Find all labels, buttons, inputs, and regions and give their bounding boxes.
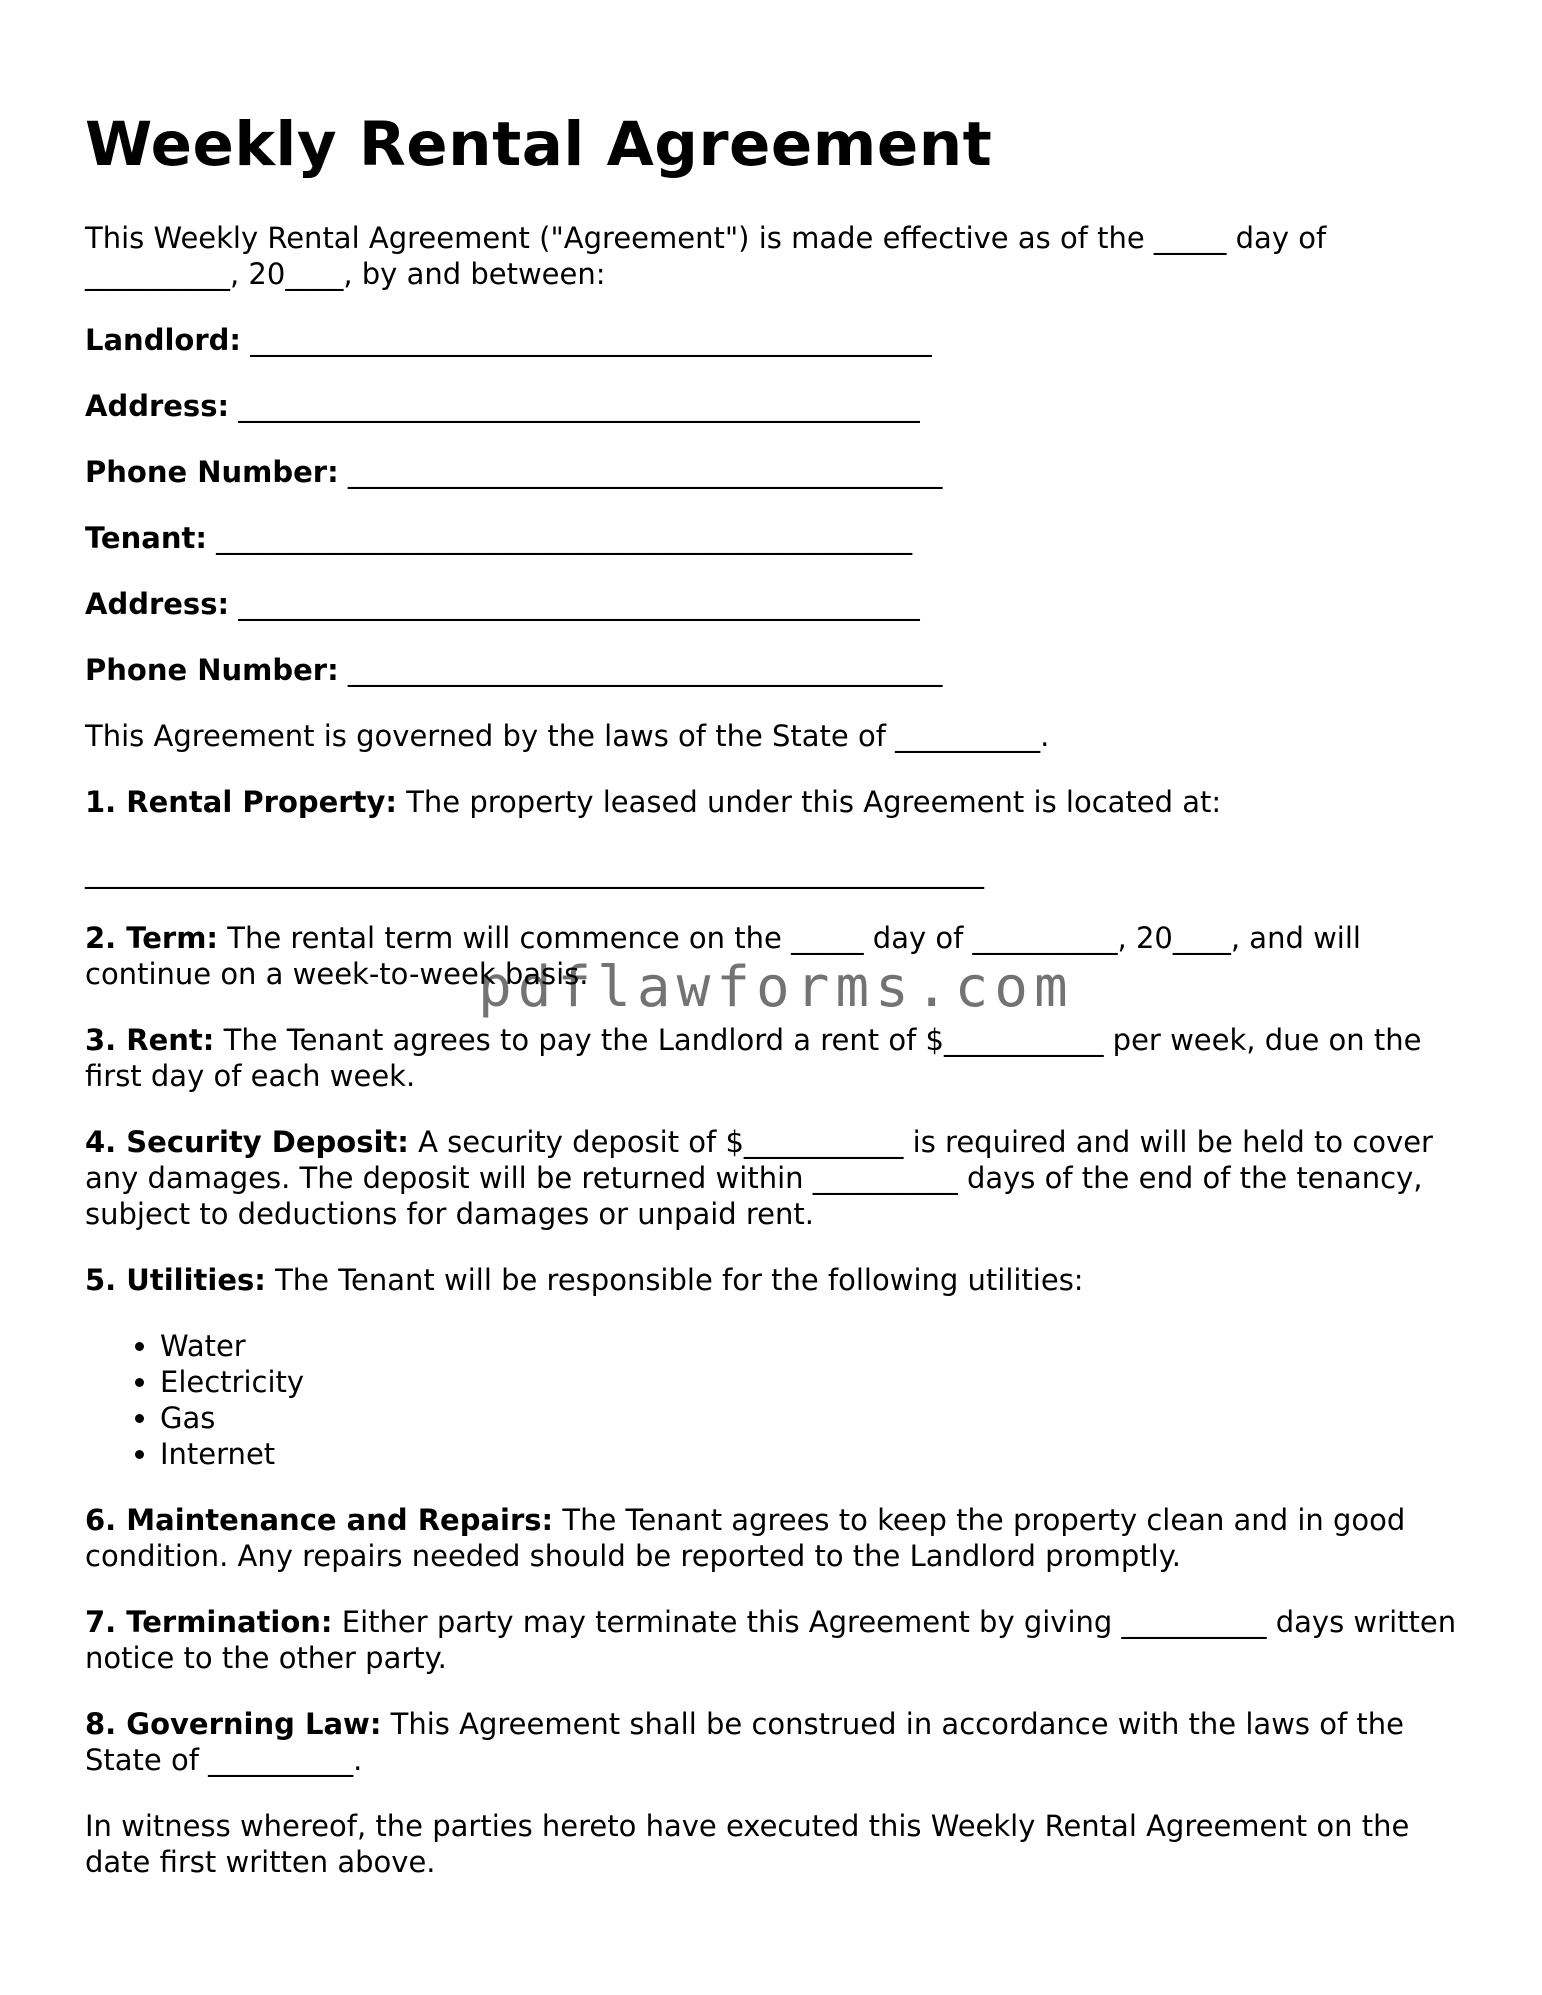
watermark-text: pdflawforms.com: [478, 955, 1074, 1020]
field-blank: _______________________________________________: [240, 323, 932, 357]
landlord-phone-field: [85, 454, 1465, 490]
landlord-address-field: [85, 388, 1465, 424]
section-text: Either party may terminate this Agreement by giving __________ days written notice to the other party.: [85, 1605, 1457, 1675]
field-blank: _______________________________________________: [229, 587, 920, 621]
section-text: A security deposit of $___________ is required and will be held to cover any damages. The deposit will be returned within __________ days of the end of the tenancy, subject to deductions for damages or unpaid rent.: [85, 1125, 1433, 1231]
section-text: The Tenant agrees to pay the Landlord a rent of $___________ per week, due on the first day of each week.: [85, 1023, 1422, 1093]
section-rent: [85, 1022, 1465, 1094]
property-address-blank: ______________________________________________________________: [85, 855, 984, 889]
section-heading: 5. Utilities:: [85, 1263, 266, 1297]
section-maintenance: [85, 1502, 1465, 1574]
section-heading: 6. Maintenance and Repairs:: [85, 1503, 554, 1537]
section-rental-property: [85, 784, 1465, 820]
list-item: • Electricity: [160, 1364, 1465, 1400]
section-text: The Tenant agrees to keep the property clean and in good condition. Any repairs needed should be reported to the Landlord promptly.: [85, 1503, 1406, 1573]
list-item: • Internet: [160, 1436, 1465, 1472]
section-governing-law: [85, 1706, 1465, 1778]
field-label: Address:: [85, 587, 230, 621]
governed-paragraph: This Agreement is governed by the laws of the State of __________.: [85, 719, 1050, 753]
utilities-list: [85, 1328, 1465, 1472]
section-security-deposit: [85, 1124, 1465, 1232]
section-heading: 7. Termination:: [85, 1605, 333, 1639]
field-label: Landlord:: [85, 323, 241, 357]
field-label: Phone Number:: [85, 455, 339, 489]
field-label: Address:: [85, 389, 230, 423]
landlord-field: [85, 322, 1465, 358]
field-label: Tenant:: [85, 521, 207, 555]
document-title: Weekly Rental Agreement: [85, 109, 993, 180]
intro-paragraph: This Weekly Rental Agreement ("Agreement") is made effective as of the _____ day of __________, 20____, by and between:: [85, 221, 1327, 291]
section-heading: 3. Rent:: [85, 1023, 215, 1057]
closing-paragraph: In witness whereof, the parties hereto have executed this Weekly Rental Agreement on the date first written above.: [85, 1809, 1410, 1879]
tenant-field: [85, 520, 1465, 556]
section-heading: 8. Governing Law:: [85, 1707, 382, 1741]
tenant-phone-field: [85, 652, 1465, 688]
section-heading: 2. Term:: [85, 921, 219, 955]
section-text: The property leased under this Agreement is located at:: [396, 785, 1222, 819]
section-text: The Tenant will be responsible for the following utilities:: [265, 1263, 1084, 1297]
section-termination: [85, 1604, 1465, 1676]
tenant-address-field: [85, 586, 1465, 622]
section-heading: 1. Rental Property:: [85, 785, 397, 819]
field-label: Phone Number:: [85, 653, 339, 687]
list-item: • Water: [160, 1328, 1465, 1364]
field-blank: _________________________________________: [338, 455, 943, 489]
section-utilities: [85, 1262, 1465, 1298]
section-text: The rental term will commence on the _____ day of __________, 20____, and will continue on a week-to-week basis.: [85, 921, 1361, 991]
field-blank: _______________________________________________: [229, 389, 920, 423]
field-blank: ________________________________________________: [206, 521, 913, 555]
field-blank: _________________________________________: [338, 653, 943, 687]
list-item: • Gas: [160, 1400, 1465, 1436]
section-text: This Agreement shall be construed in accordance with the laws of the State of __________.: [85, 1707, 1404, 1777]
section-heading: 4. Security Deposit:: [85, 1125, 409, 1159]
